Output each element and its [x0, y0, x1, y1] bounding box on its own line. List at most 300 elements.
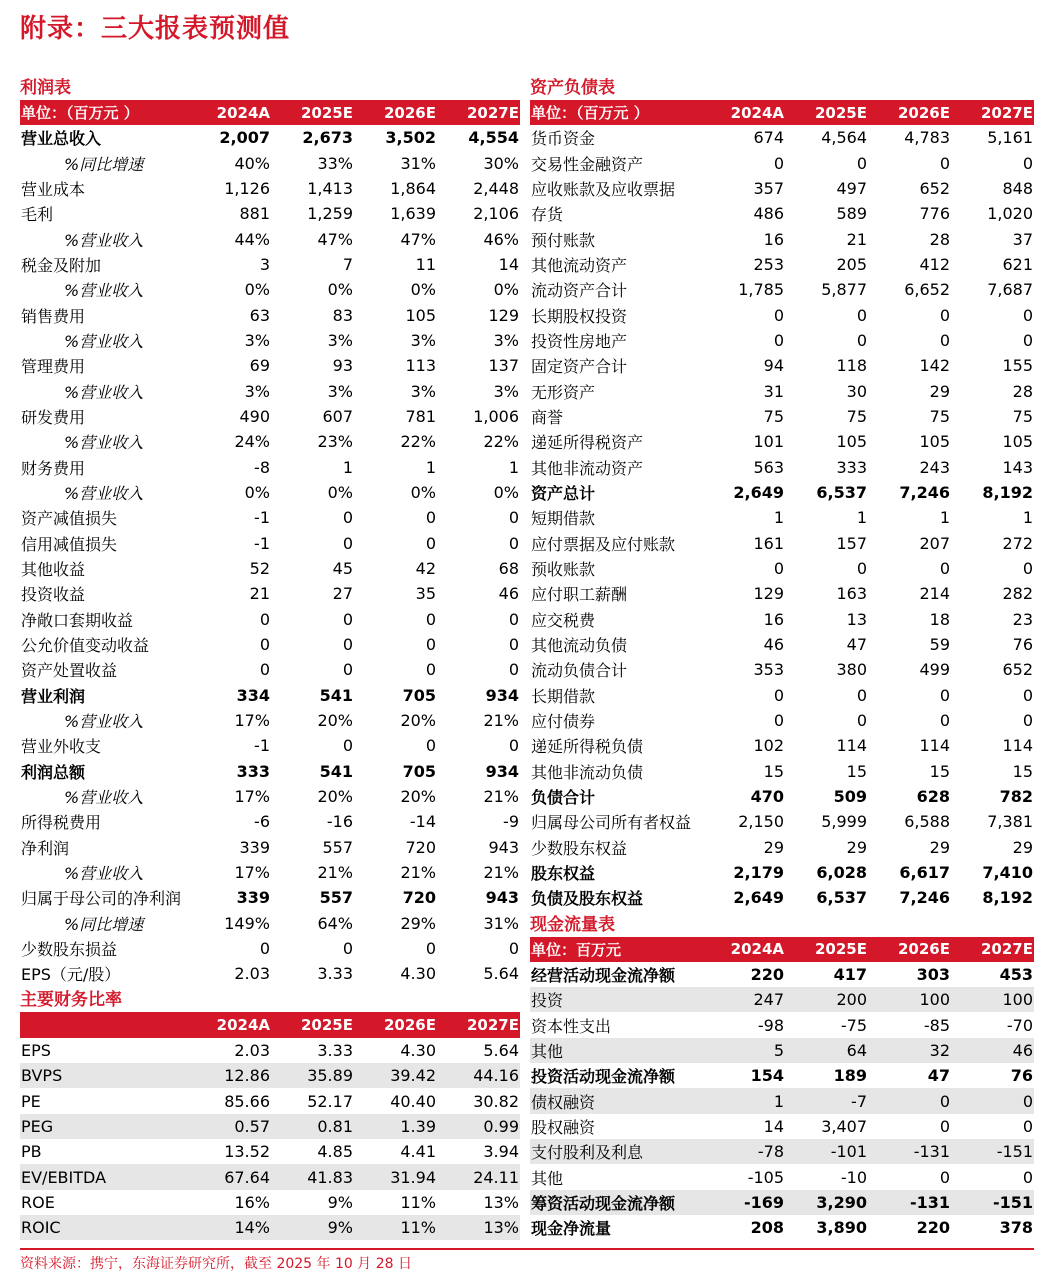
row-value: 339: [239, 837, 270, 857]
row-value: 29: [763, 837, 784, 857]
row-value: -78: [702, 1139, 785, 1164]
table-row: [530, 277, 1034, 302]
row-label: 预收账款: [531, 560, 596, 580]
row-value: 20%: [317, 787, 353, 807]
table-row: [20, 455, 520, 480]
row-value: 2,649: [733, 483, 784, 503]
row-label: 归属于母公司的净利润: [21, 889, 182, 909]
row-label: EV/EBITDA: [20, 1164, 188, 1189]
table-row: [20, 379, 520, 404]
row-label: 利润总额: [21, 762, 86, 782]
table-row: [20, 227, 520, 252]
row-value: -105: [747, 1167, 784, 1187]
row-label: BVPS: [20, 1063, 188, 1088]
table-row: [20, 1088, 520, 1113]
row-value: 75: [763, 407, 784, 427]
row-value: 76: [1012, 635, 1033, 655]
row-label: 流动资产合计: [531, 281, 628, 301]
row-value: 0: [508, 736, 519, 756]
row-value: 205: [836, 255, 867, 275]
row-value: 101: [753, 432, 784, 452]
row-value: 848: [1002, 179, 1033, 199]
row-value: 0: [259, 938, 270, 958]
row-value: 0.81: [271, 1114, 354, 1139]
row-label: 无形资产: [531, 382, 596, 402]
row-value: -85: [923, 1015, 950, 1035]
row-value: 39.42: [354, 1063, 437, 1088]
table-row: [20, 277, 520, 302]
row-value: 69: [249, 356, 270, 376]
row-value: 0: [508, 533, 519, 553]
row-label: 财务费用: [21, 458, 86, 478]
row-value: 42: [415, 559, 436, 579]
row-value: 0: [342, 508, 353, 528]
row-label: %营业收入: [64, 230, 144, 250]
row-value: -131: [868, 1139, 951, 1164]
table-row: [530, 151, 1034, 176]
row-label: 其他流动负债: [531, 636, 628, 656]
row-label: 长期股权投资: [531, 306, 628, 326]
header-year: 2025E: [271, 100, 354, 125]
row-value: 47%: [317, 229, 353, 249]
row-value: 470: [750, 787, 784, 807]
row-value: 189: [833, 1066, 867, 1086]
row-value: 21: [846, 229, 867, 249]
row-value: 0: [856, 153, 867, 173]
table-row: [530, 835, 1034, 860]
row-value: 5.64: [483, 1040, 519, 1060]
row-value: 621: [1002, 255, 1033, 275]
row-value: 0: [856, 331, 867, 351]
row-value: 0: [425, 508, 436, 528]
row-value: 21: [249, 584, 270, 604]
row-value: 2.03: [234, 964, 270, 984]
row-value: 28: [929, 229, 950, 249]
row-value: 453: [999, 964, 1033, 984]
table-row: [20, 556, 520, 581]
row-value: 3%: [493, 331, 519, 351]
row-value: -151: [951, 1139, 1034, 1164]
row-value: 6,617: [899, 863, 950, 882]
row-label: 营业成本: [21, 180, 86, 200]
row-value: 105: [1002, 432, 1033, 452]
row-label: PB: [21, 1142, 42, 1162]
row-value: 129: [488, 305, 519, 325]
row-value: 31%: [483, 913, 519, 933]
row-value: 220: [916, 1218, 950, 1238]
balance-sheet-table: [530, 100, 1034, 911]
table-row: [530, 404, 1034, 429]
table-row: [530, 379, 1034, 404]
row-value: 6,588: [904, 812, 950, 832]
row-value: 490: [239, 407, 270, 427]
row-value: 28: [1012, 381, 1033, 401]
row-value: 3.33: [317, 1040, 353, 1060]
row-label: %营业收入: [64, 484, 144, 504]
row-value: 11: [415, 255, 436, 275]
row-value: 0: [856, 711, 867, 731]
row-value: 21%: [483, 787, 519, 807]
row-value: 29%: [400, 913, 436, 933]
row-value: 0: [508, 508, 519, 528]
row-value: 68: [498, 559, 519, 579]
table-row: [530, 201, 1034, 226]
row-value: 35.89: [271, 1063, 354, 1088]
row-value: 378: [999, 1218, 1033, 1238]
row-value: 7,246: [899, 483, 950, 503]
row-value: 509: [833, 787, 867, 807]
row-value: 0: [342, 609, 353, 629]
row-value: 24%: [234, 432, 270, 452]
row-value: 0: [939, 331, 950, 351]
table-row: [530, 962, 1034, 987]
row-value: 47%: [400, 229, 436, 249]
row-value: 0: [939, 559, 950, 579]
row-value: 163: [836, 584, 867, 604]
row-value: 142: [919, 356, 950, 376]
row-value: 4.30: [400, 1040, 436, 1060]
row-value: 17%: [234, 787, 270, 807]
row-value: 114: [1002, 736, 1033, 756]
row-value: 21%: [483, 711, 519, 731]
row-value: 40.40: [390, 1091, 436, 1111]
row-value: 15: [1012, 761, 1033, 781]
row-value: 357: [753, 179, 784, 199]
row-value: 3.33: [317, 964, 353, 984]
row-label: 筹资活动现金流净额: [530, 1190, 702, 1215]
table-row: [20, 151, 520, 176]
row-value: -9: [503, 812, 519, 832]
row-value: 13.52: [224, 1142, 270, 1162]
row-label: PEG: [20, 1114, 188, 1139]
table-header-row: [530, 937, 1034, 962]
table-row: [20, 708, 520, 733]
row-value: 628: [916, 787, 950, 807]
row-value: 44.16: [437, 1063, 520, 1088]
row-value: 63: [249, 305, 270, 325]
row-value: 17%: [234, 863, 270, 882]
table-row: [530, 860, 1034, 885]
row-value: 102: [753, 736, 784, 756]
row-value: 380: [836, 660, 867, 680]
row-label: 资产处置收益: [21, 661, 118, 681]
row-value: 3%: [327, 331, 353, 351]
row-label: 其他: [530, 1038, 702, 1063]
row-value: 497: [836, 179, 867, 199]
row-value: 5: [702, 1038, 785, 1063]
row-value: 11%: [354, 1215, 437, 1240]
header-unit-label: [20, 1012, 188, 1037]
table-row: [530, 531, 1034, 556]
row-value: 46%: [483, 229, 519, 249]
row-value: 0: [425, 938, 436, 958]
row-label: 负债及股东权益: [531, 889, 644, 909]
row-value: 282: [1002, 584, 1033, 604]
row-value: 44%: [234, 229, 270, 249]
row-value: 0: [342, 660, 353, 680]
row-value: 1: [1022, 508, 1033, 528]
row-value: 0%: [244, 483, 270, 503]
table-row: [20, 835, 520, 860]
row-value: 3,502: [385, 128, 436, 148]
table-row: [530, 581, 1034, 606]
row-value: 776: [919, 204, 950, 224]
row-value: 0: [1022, 559, 1033, 579]
row-value: 29: [929, 381, 950, 401]
table-row: [20, 961, 520, 986]
row-value: 0: [342, 635, 353, 655]
row-value: 6,652: [904, 280, 950, 300]
row-value: 2.03: [234, 1040, 270, 1060]
row-value: 1: [508, 457, 519, 477]
row-label: 负债合计: [531, 788, 596, 808]
row-value: 45: [332, 559, 353, 579]
table-row: [530, 733, 1034, 758]
row-value: -1: [254, 736, 270, 756]
row-label: 公允价值变动收益: [21, 636, 150, 656]
row-label: 投资性房地产: [531, 332, 628, 352]
table-row: [530, 784, 1034, 809]
row-label: 预付账款: [531, 230, 596, 250]
table-row: [20, 353, 520, 378]
table-row: [530, 885, 1034, 910]
row-value: 23%: [317, 432, 353, 452]
row-label: 其他非流动负债: [531, 762, 644, 782]
row-value: 75: [1012, 407, 1033, 427]
row-value: 589: [836, 204, 867, 224]
row-label: %营业收入: [64, 382, 144, 402]
header-year: 2026E: [868, 937, 951, 962]
row-value: 0: [259, 635, 270, 655]
row-label: 净利润: [21, 838, 70, 858]
row-value: -10: [840, 1167, 867, 1187]
row-value: 37: [1012, 229, 1033, 249]
row-value: 0: [1022, 1167, 1033, 1187]
row-value: 0%: [410, 483, 436, 503]
row-value: 1: [856, 508, 867, 528]
table-row: [20, 531, 520, 556]
row-value: 0: [508, 938, 519, 958]
table-row: [530, 176, 1034, 201]
row-value: 0%: [244, 280, 270, 300]
table-row: [20, 860, 520, 885]
row-value: 0: [508, 609, 519, 629]
row-label: 应付债券: [531, 712, 596, 732]
table-row: [20, 683, 520, 708]
row-value: 22%: [483, 432, 519, 452]
row-value: 21%: [483, 863, 519, 882]
row-label: 投资活动现金流净额: [531, 1067, 676, 1087]
row-value: 2,673: [302, 128, 353, 148]
table-row: [20, 125, 520, 150]
row-label: 资产总计: [531, 484, 596, 504]
row-value: 3,290: [785, 1190, 868, 1215]
row-value: 253: [753, 255, 784, 275]
row-value: 1: [939, 508, 950, 528]
header-year: 2024A: [702, 100, 785, 125]
row-value: 207: [919, 533, 950, 553]
row-value: 17%: [234, 711, 270, 731]
cashflow-table: [530, 937, 1034, 1241]
income-statement-title: 利润表: [20, 78, 71, 98]
row-value: 0%: [327, 483, 353, 503]
row-value: 0: [425, 609, 436, 629]
row-value: 563: [753, 457, 784, 477]
row-value: 41.83: [271, 1164, 354, 1189]
row-value: 8,192: [982, 483, 1033, 503]
row-label: 投资: [530, 987, 702, 1012]
row-value: 4.30: [400, 964, 436, 984]
table-row: [20, 404, 520, 429]
row-value: 16: [763, 229, 784, 249]
row-value: 0: [425, 533, 436, 553]
ratios-title: 主要财务比率: [20, 990, 122, 1011]
row-label: %同比增速: [64, 154, 144, 174]
row-value: 0%: [327, 280, 353, 300]
header-unit-label: 单位：（百万元 ）: [530, 100, 702, 125]
row-value: 5,999: [821, 812, 867, 832]
table-row: [20, 480, 520, 505]
row-value: 541: [319, 761, 353, 781]
row-value: 0: [939, 685, 950, 705]
row-value: 27: [332, 584, 353, 604]
row-value: -1: [254, 533, 270, 553]
row-value: 6,537: [816, 483, 867, 503]
row-value: 15: [846, 761, 867, 781]
table-row: [530, 1063, 1034, 1088]
header-year: 2026E: [868, 100, 951, 125]
row-value: 12.86: [188, 1063, 271, 1088]
row-label: ROIC: [20, 1215, 188, 1240]
table-row: [20, 809, 520, 834]
row-value: 720: [402, 888, 436, 908]
row-value: 0: [425, 660, 436, 680]
row-value: 0: [773, 685, 784, 705]
row-label: 股权融资: [531, 1117, 596, 1137]
row-value: 64%: [317, 913, 353, 933]
row-value: 0: [508, 635, 519, 655]
row-value: 21%: [400, 863, 436, 882]
row-value: 6,028: [816, 863, 867, 882]
income-statement-table: [20, 100, 520, 986]
table-row: [530, 1012, 1034, 1037]
row-value: 6,537: [816, 888, 867, 908]
row-value: 353: [753, 660, 784, 680]
row-value: 0: [259, 609, 270, 629]
table-row: [530, 1190, 1034, 1215]
row-value: 1,006: [473, 407, 519, 427]
row-value: 782: [999, 787, 1033, 807]
row-value: 0: [508, 660, 519, 680]
row-value: 781: [405, 407, 436, 427]
row-value: 1: [342, 457, 353, 477]
table-row: [20, 429, 520, 454]
row-value: -131: [868, 1190, 951, 1215]
row-label: %营业收入: [64, 433, 144, 453]
row-value: 557: [322, 837, 353, 857]
row-label: 长期借款: [531, 686, 596, 706]
row-value: -101: [785, 1139, 868, 1164]
row-value: 4,554: [468, 128, 519, 148]
row-value: 47: [927, 1066, 950, 1086]
header-year: 2024A: [188, 1012, 271, 1037]
row-value: 1: [425, 457, 436, 477]
row-value: 705: [402, 685, 436, 705]
row-value: 1,020: [987, 204, 1033, 224]
row-label: 资本性支出: [531, 1016, 612, 1036]
header-year: 2024A: [702, 937, 785, 962]
row-value: 0.57: [188, 1114, 271, 1139]
row-value: 3%: [244, 331, 270, 351]
row-label: %营业收入: [64, 788, 144, 808]
table-row: [20, 911, 520, 936]
row-value: 31%: [400, 153, 436, 173]
row-value: 934: [485, 685, 519, 705]
row-value: 18: [929, 609, 950, 629]
row-label: 净敞口套期收益: [21, 610, 134, 630]
row-value: 2,007: [219, 128, 270, 148]
row-value: 0: [773, 305, 784, 325]
table-row: [20, 784, 520, 809]
row-value: 118: [836, 356, 867, 376]
row-value: 652: [919, 179, 950, 199]
row-label: %营业收入: [64, 864, 144, 883]
table-header-row: [20, 1012, 520, 1037]
row-value: 154: [750, 1066, 784, 1086]
row-value: 9%: [327, 1192, 353, 1212]
header-unit-label: 单位：百万元: [530, 937, 702, 962]
row-value: 14: [763, 1116, 784, 1136]
row-value: 114: [836, 736, 867, 756]
row-label: %营业收入: [64, 332, 144, 352]
row-value: 7,246: [899, 888, 950, 908]
row-value: 0: [856, 305, 867, 325]
row-value: 129: [753, 584, 784, 604]
row-value: 705: [402, 761, 436, 781]
row-label: PE: [21, 1091, 41, 1111]
row-value: 0: [773, 153, 784, 173]
table-row: [20, 252, 520, 277]
header-year: 2025E: [271, 1012, 354, 1037]
row-value: -151: [951, 1190, 1034, 1215]
row-value: 607: [322, 407, 353, 427]
row-value: 5,161: [987, 128, 1033, 148]
row-value: -1: [254, 508, 270, 528]
table-row: [530, 125, 1034, 150]
row-value: 412: [919, 255, 950, 275]
row-label: 商誉: [531, 408, 564, 428]
row-value: 0: [939, 305, 950, 325]
row-value: 14: [498, 255, 519, 275]
row-value: -70: [1006, 1015, 1033, 1035]
row-value: 2,150: [738, 812, 784, 832]
row-value: 3%: [410, 381, 436, 401]
row-value: 3%: [493, 381, 519, 401]
row-value: 0.99: [437, 1114, 520, 1139]
row-value: 1,126: [224, 179, 270, 199]
table-row: [530, 1114, 1034, 1139]
table-row: [530, 759, 1034, 784]
row-value: 105: [919, 432, 950, 452]
table-row: [20, 1164, 520, 1189]
row-value: 720: [405, 837, 436, 857]
row-label: EPS: [21, 1040, 51, 1060]
row-label: 现金净流量: [531, 1219, 612, 1239]
table-row: [20, 1114, 520, 1139]
row-value: 4.41: [400, 1142, 436, 1162]
table-row: [530, 708, 1034, 733]
row-value: 155: [1002, 356, 1033, 376]
